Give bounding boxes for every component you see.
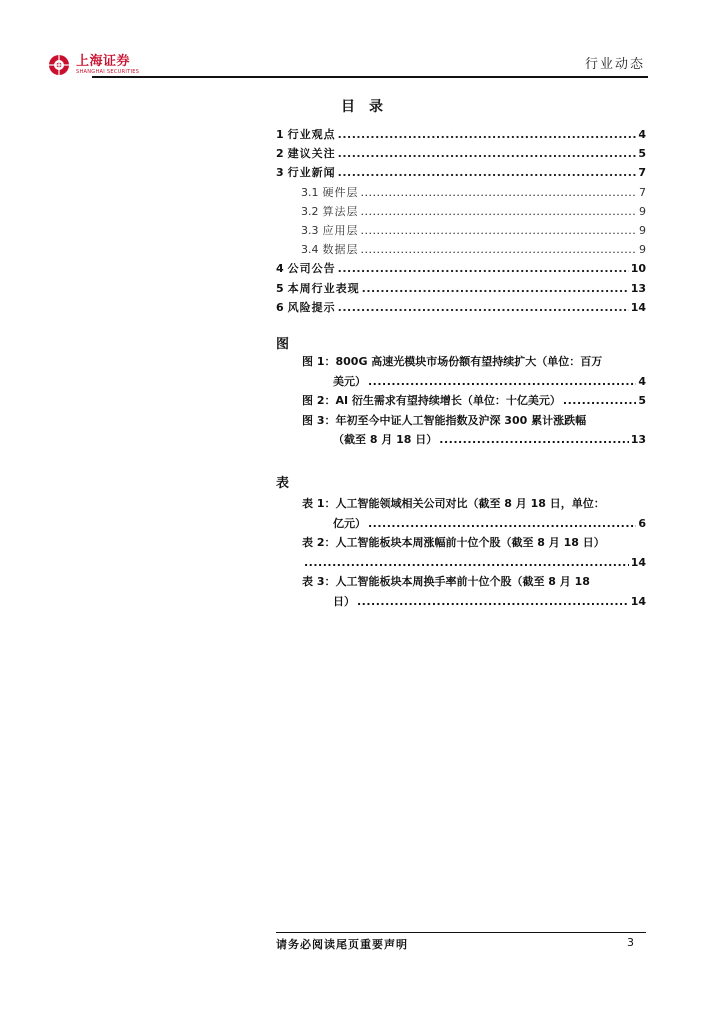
table-entry-title: 表 2：人工智能板块本周涨幅前十位个股（截至 8 月 18 日） xyxy=(302,536,605,549)
header-divider xyxy=(92,76,648,78)
table-entry-title-cont: 日） xyxy=(333,594,355,608)
toc-subentry[interactable] xyxy=(276,203,646,222)
toc-leader-dots xyxy=(361,186,637,199)
company-logo xyxy=(48,54,139,76)
table-of-contents xyxy=(276,126,646,318)
toc-entry-page: 4 xyxy=(638,128,646,141)
figure-entry[interactable] xyxy=(302,411,646,450)
toc-entry-label: 数据层 xyxy=(322,243,359,257)
toc-leader-dots xyxy=(362,282,629,295)
toc-leader-dots xyxy=(563,391,636,411)
toc-entry[interactable] xyxy=(276,145,646,164)
toc-entry[interactable] xyxy=(276,260,646,279)
toc-entry-label: 本周行业表现 xyxy=(287,281,360,295)
table-entry[interactable] xyxy=(302,533,646,572)
toc-entry-number: 4 xyxy=(276,262,284,276)
toc-entry-number: 1 xyxy=(276,128,284,141)
toc-leader-dots xyxy=(361,205,637,218)
toc-entry-label: 公司公告 xyxy=(287,262,336,276)
footer-page-number: 3 xyxy=(627,936,634,949)
toc-leader-dots xyxy=(368,514,636,534)
toc-entry-number: 3.4 xyxy=(301,243,319,257)
figure-entry-title: 图 3：年初至今中证人工智能指数及沪深 300 累计涨跌幅 xyxy=(302,413,587,427)
toc-entry-page: 7 xyxy=(639,185,646,199)
toc-entry-page: 5 xyxy=(638,147,646,161)
toc-leader-dots xyxy=(357,592,629,612)
toc-entry[interactable] xyxy=(276,299,646,318)
toc-entry-page: 9 xyxy=(639,204,646,218)
table-entry-page: 14 xyxy=(630,555,646,569)
toc-subentry[interactable] xyxy=(276,241,646,260)
toc-title: 目录 xyxy=(341,99,397,115)
toc-leader-dots xyxy=(361,243,637,256)
toc-entry-number: 5 xyxy=(276,281,284,295)
table-entry-title: 表 3：人工智能板块本周换手率前十位个股（截至 8 月 18 xyxy=(302,575,590,588)
toc-entry-page: 9 xyxy=(639,243,646,257)
figure-entry-page: 4 xyxy=(638,374,646,388)
footer-disclaimer: 请务必阅读尾页重要声明 xyxy=(276,938,408,951)
table-entry-title: 表 1：人工智能领域相关公司对比（截至 8 月 18 日，单位： xyxy=(302,497,605,510)
toc-entry-number: 2 xyxy=(276,147,284,161)
toc-entry-page: 7 xyxy=(638,166,646,180)
report-type-label: 行业动态 xyxy=(584,57,645,72)
table-entry-page: 6 xyxy=(638,516,646,530)
table-list xyxy=(276,494,646,611)
toc-entry-label: 应用层 xyxy=(322,223,359,237)
table-entry[interactable] xyxy=(302,572,646,611)
figure-entry-title-cont: 美元） xyxy=(333,374,366,388)
shanghai-securities-logo-icon xyxy=(48,54,70,76)
toc-leader-dots xyxy=(439,430,628,450)
figure-list xyxy=(276,352,646,450)
toc-entry[interactable] xyxy=(276,126,646,145)
footer-divider xyxy=(276,932,646,933)
logo-english-name: SHANGHAI SECURITIES xyxy=(76,68,140,75)
toc-subentry[interactable] xyxy=(276,184,646,203)
toc-entry-label: 风险提示 xyxy=(287,300,336,314)
toc-entry[interactable] xyxy=(276,280,646,299)
figure-entry[interactable] xyxy=(302,352,646,391)
toc-entry-label: 算法层 xyxy=(322,204,359,218)
toc-entry-page: 14 xyxy=(630,300,646,314)
toc-entry-page: 9 xyxy=(639,223,646,237)
toc-entry-number: 3 xyxy=(276,166,284,180)
table-entry[interactable] xyxy=(302,494,646,533)
toc-subentry[interactable] xyxy=(276,222,646,241)
figure-entry-title: 图 1：800G 高速光模块市场份额有望持续扩大（单位：百万 xyxy=(302,355,603,368)
figure-entry-page: 13 xyxy=(630,433,646,446)
logo-chinese-name: 上海证券 xyxy=(76,53,131,69)
toc-leader-dots xyxy=(304,553,629,573)
toc-entry-page: 13 xyxy=(630,281,646,295)
figure-entry-title-cont: （截至 8 月 18 日） xyxy=(333,433,438,446)
figure-entry[interactable] xyxy=(302,391,646,411)
table-entry-page: 14 xyxy=(630,594,646,608)
figure-entry-page: 5 xyxy=(638,394,646,407)
toc-entry-label: 行业新闻 xyxy=(287,166,336,180)
toc-entry-label: 硬件层 xyxy=(322,185,359,199)
figures-heading: 图 xyxy=(276,337,290,352)
toc-leader-dots xyxy=(361,224,637,237)
toc-leader-dots xyxy=(338,262,629,275)
toc-entry-number: 3.1 xyxy=(301,185,319,199)
tables-heading: 表 xyxy=(276,476,290,491)
toc-entry-label: 建议关注 xyxy=(287,147,336,161)
toc-leader-dots xyxy=(338,128,636,141)
toc-leader-dots xyxy=(338,166,636,179)
toc-leader-dots xyxy=(338,147,636,160)
toc-entry[interactable] xyxy=(276,164,646,183)
toc-entry-page: 10 xyxy=(630,262,646,276)
toc-entry-number: 3.3 xyxy=(301,223,319,237)
toc-entry-number: 6 xyxy=(276,300,284,314)
figure-entry-title: 图 2：AI 衍生需求有望持续增长（单位：十亿美元） xyxy=(302,394,561,407)
toc-leader-dots xyxy=(368,372,636,392)
toc-leader-dots xyxy=(338,301,629,314)
toc-entry-label: 行业观点 xyxy=(287,128,336,141)
toc-entry-number: 3.2 xyxy=(301,204,319,218)
table-entry-title-cont: 亿元） xyxy=(333,516,366,530)
